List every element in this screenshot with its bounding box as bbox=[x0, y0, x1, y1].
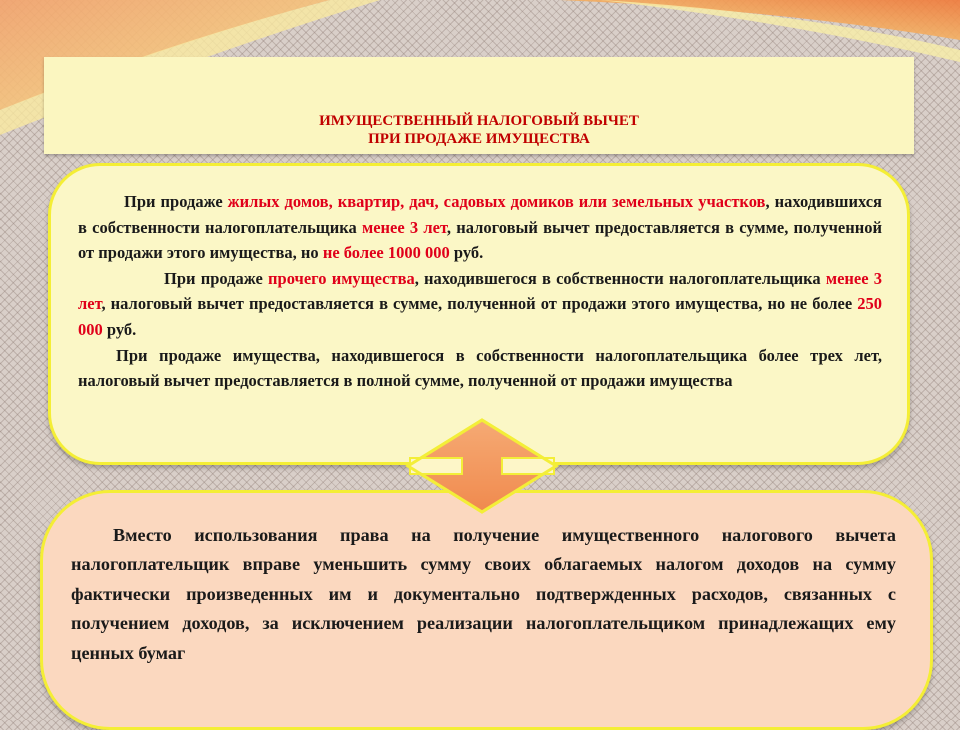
p2-highlight-property: прочего имущества bbox=[268, 268, 415, 288]
p1-highlight-property: жилых домов, квартир, дач, садовых домиков или земельных участков bbox=[227, 192, 766, 211]
slide-title bbox=[44, 112, 914, 148]
p2-highlight-term: менее 3 лет bbox=[78, 268, 882, 314]
title-line-1: ИМУЩЕСТВЕННЫЙ НАЛОГОВЫЙ ВЫЧЕТ bbox=[319, 113, 639, 129]
p1-text-4: руб. bbox=[449, 243, 484, 263]
p1-text-2: , находившихся в собственности налогоплательщика bbox=[78, 192, 882, 237]
rules-text bbox=[78, 189, 882, 394]
p1-highlight-limit: не более 1000 000 bbox=[322, 243, 450, 263]
p2-text-3: , налоговый вычет предоставляется в сумме, полученной от продажи этого имущества, но не более bbox=[101, 294, 858, 314]
paragraph-other-property bbox=[78, 266, 882, 343]
paragraph-expenses: Вместо использования права на получение имущественного налогового вычета налогоплательщик вправе уменьшить сумму своих облагаемых налогом доходов на сумму фактически произведенных им и документально подтвержденных расходов, связанных с получением доходов, за исключением реализации налогоплательщиком принадлежащих ему ценных бумаг bbox=[71, 525, 896, 663]
p1-text-1: При продаже bbox=[124, 192, 228, 211]
p2-text-2: , находившегося в собственности налогоплательщика bbox=[414, 268, 826, 288]
alternative-text bbox=[71, 521, 896, 668]
paragraph-over-three-years: При продаже имущества, находившегося в собственности налогоплательщика более трех лет, налоговый вычет предоставляется в полной сумме, полученной от продажи имущества bbox=[78, 345, 882, 391]
p1-text-3: , налоговый вычет предоставляется в сумме, полученной от продажи этого имущества, но bbox=[78, 217, 882, 263]
p2-text-4: руб. bbox=[102, 319, 137, 339]
p2-highlight-limit: 250 000 bbox=[78, 294, 882, 339]
alternative-card bbox=[40, 490, 933, 730]
p2-text-1: При продаже bbox=[164, 268, 269, 288]
paragraph-housing bbox=[78, 189, 882, 266]
title-banner bbox=[44, 57, 914, 154]
up-down-arrow-icon bbox=[406, 418, 558, 514]
p1-highlight-term: менее 3 лет bbox=[361, 217, 447, 237]
title-line-2: ПРИ ПРОДАЖЕ ИМУЩЕСТВА bbox=[368, 131, 590, 147]
